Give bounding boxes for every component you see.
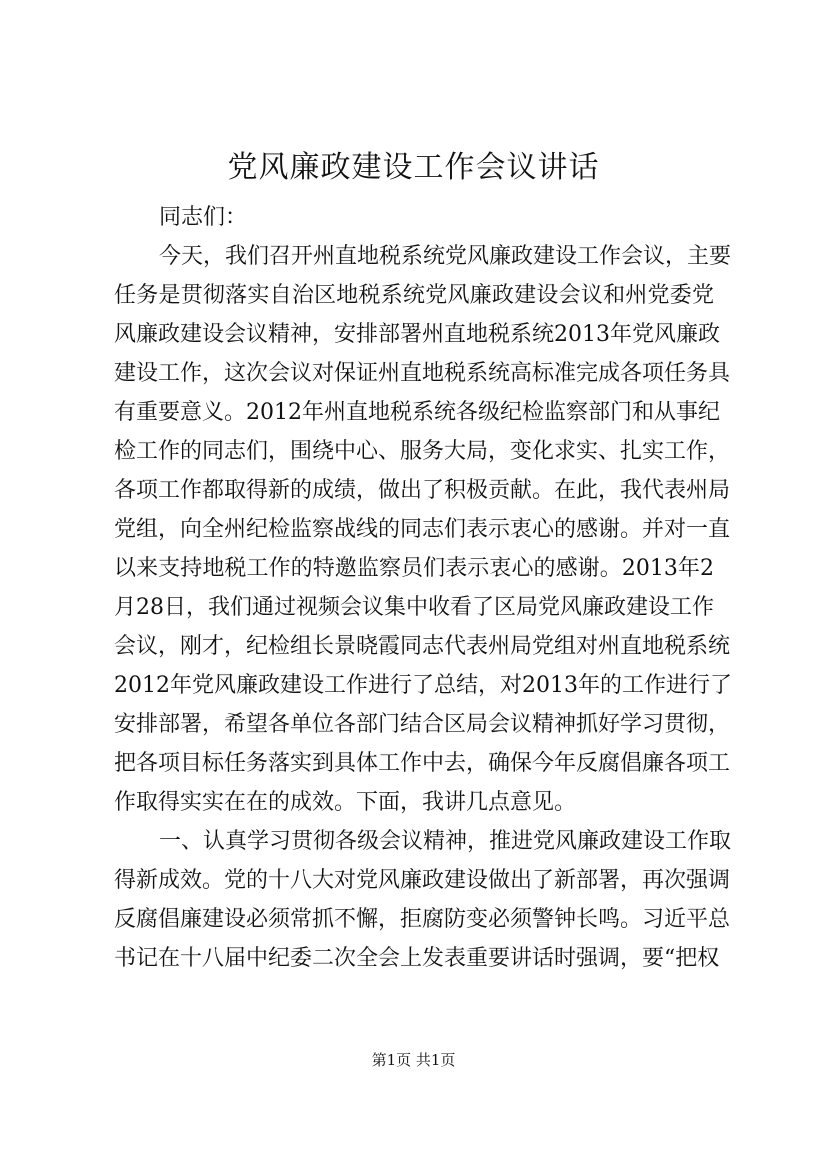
paragraph-line: 得新成效。党的十八大对党风廉政建设做出了新部署，再次强调	[114, 868, 731, 893]
paragraph-line: 建设工作，这次会议对保证州直地税系统高标准完成各项任务具	[114, 361, 731, 386]
paragraph-line: 一、认真学习贯彻各级会议精神，推进党风廉政建设工作取	[159, 829, 732, 854]
paragraph-line: 各项工作都取得新的成绩，做出了积极贡献。在此，我代表州局	[114, 478, 731, 503]
paragraph-line: 安排部署，希望各单位各部门结合区局会议精神抓好学习贯彻，	[114, 712, 731, 737]
page-footer: 第1页 共1页	[371, 1051, 456, 1069]
document-title: 党风廉政建设工作会议讲话	[227, 150, 600, 185]
paragraph-line: 把各项目标任务落实到具体工作中去，确保今年反腐倡廉各项工	[114, 751, 731, 776]
paragraph-line: 作取得实实在在的成效。下面，我讲几点意见。	[114, 790, 577, 815]
paragraph-line: 任务是贯彻落实自治区地税系统党风廉政建设会议和州党委党	[114, 283, 714, 308]
paragraph-line: 党组，向全州纪检监察战线的同志们表示衷心的感谢。并对一直	[114, 517, 731, 542]
document-body	[114, 198, 732, 978]
paragraph-line: 风廉政建设会议精神，安排部署州直地税系统2013年党风廉政	[114, 322, 720, 347]
paragraph-line: 以来支持地税工作的特邀监察员们表示衷心的感谢。2013年2	[114, 556, 714, 581]
paragraph-line: 2012年党风廉政建设工作进行了总结，对2013年的工作进行了	[114, 673, 732, 698]
salutation: 同志们：	[159, 205, 248, 230]
paragraph-line: 书记在十八届中纪委二次全会上发表重要讲话时强调，要“把权	[114, 946, 720, 971]
paragraph-line: 有重要意义。2012年州直地税系统各级纪检监察部门和从事纪	[114, 400, 720, 425]
paragraph-line: 会议，刚才，纪检组长景晓霞同志代表州局党组对州直地税系统	[114, 634, 731, 659]
paragraph-line: 检工作的同志们，围绕中心、服务大局，变化求实、扎实工作，	[114, 439, 731, 464]
paragraph-line: 今天，我们召开州直地税系统党风廉政建设工作会议，主要	[159, 244, 732, 269]
paragraph-line: 月28日，我们通过视频会议集中收看了区局党风廉政建设工作	[114, 595, 714, 620]
paragraph-line: 反腐倡廉建设必须常抓不懈，拒腐防变必须警钟长鸣。习近平总	[114, 907, 731, 932]
